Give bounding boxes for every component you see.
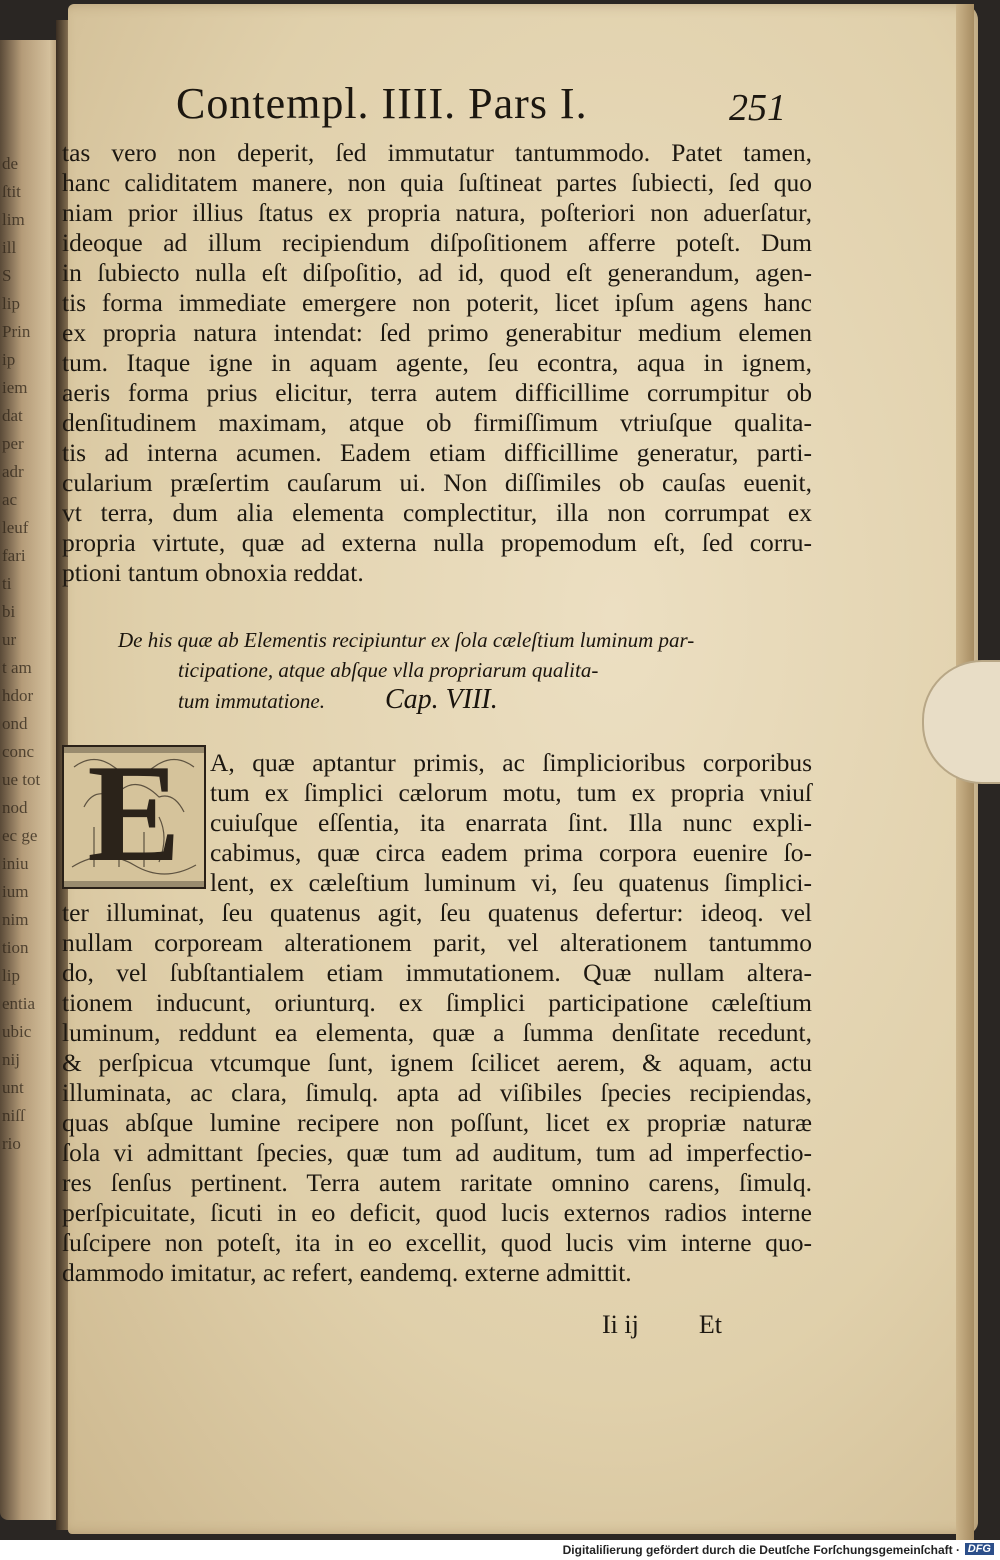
left-page-fragment: lim bbox=[2, 210, 25, 229]
left-page-fragment: iniu bbox=[2, 854, 29, 873]
left-page-fragment: ond bbox=[2, 714, 28, 733]
left-page-fragment: de bbox=[2, 154, 19, 173]
left-page-fragment: ill bbox=[2, 238, 17, 257]
text-line: nullam corpoream alterationem parit, vel alterationem tantummo bbox=[62, 928, 812, 957]
text-line: lent, ex cæleſtium luminum vi, ſeu quatenus ſimplici- bbox=[210, 868, 812, 897]
text-line: dammodo imitatur, ac refert, eandemq. externe admittit. bbox=[62, 1258, 632, 1287]
text-line: hanc caliditatem manere, non quia ſuſtineat partes ſubiecti, ſed quo bbox=[62, 168, 812, 197]
text-line: cularium præſertim cauſarum ui. Non diſſimiles ob cauſas euenit, bbox=[62, 468, 812, 497]
text-line: illuminata, ac clara, ſimulq. apta ad viſibiles ſpecies recipiendas, bbox=[62, 1078, 812, 1107]
left-page-fragment: ur bbox=[2, 630, 17, 649]
initial-letter: E bbox=[87, 745, 181, 889]
text-line: niam prior illius ſtatus ex propria natura, poſteriori non aduerſatur, bbox=[62, 198, 812, 227]
chapter-label: Cap. VIII. bbox=[385, 684, 498, 715]
running-title: Contempl. IIII. Pars I. bbox=[176, 79, 588, 128]
left-page-fragment: tion bbox=[2, 938, 29, 957]
left-page-fragment: rio bbox=[2, 1134, 21, 1153]
left-page-fragment: per bbox=[2, 434, 24, 453]
text-line: ter illuminat, ſeu quatenus agit, ſeu quatenus defertur: ideoq. vel bbox=[62, 898, 812, 927]
left-page-edge bbox=[0, 40, 62, 1520]
dfg-credit-bar bbox=[0, 1540, 1000, 1560]
left-page-fragment: lip bbox=[2, 966, 20, 985]
chapter-heading-line-1: De his quæ ab Elementis recipiuntur ex ſola cæleſtium luminum par- bbox=[118, 628, 695, 652]
text-line: in ſubiecto nulla eſt diſpoſitio, ad id, quod eſt generandum, agen- bbox=[62, 258, 812, 287]
text-line: tum. Itaque igne in aquam agente, ſeu econtra, aqua in ignem, bbox=[62, 348, 812, 377]
text-line: cabimus, quæ circa eadem prima corpora euenire ſo- bbox=[210, 838, 812, 867]
left-page-fragment: nij bbox=[2, 1050, 20, 1069]
text-line: A, quæ aptantur primis, ac ſimplicioribus corporibus bbox=[210, 748, 812, 777]
text-line: & perſpicua vtcumque ſunt, ignem ſcilicet aerem, & aquam, actu bbox=[62, 1048, 812, 1077]
left-page-fragment: ue tot bbox=[2, 770, 41, 789]
text-line: tas vero non deperit, ſed immutatur tantummodo. Patet tamen, bbox=[62, 138, 812, 167]
signature-mark: Ii ij bbox=[602, 1310, 639, 1339]
chapter-heading-line-3 bbox=[118, 685, 758, 716]
left-page-fragment: hdor bbox=[2, 686, 34, 705]
left-page-fragment: ſtit bbox=[2, 182, 21, 201]
text-line: perſpicuitate, ſicuti in eo deficit, quod lucis externos radios interne bbox=[62, 1198, 812, 1227]
text-line: propria virtute, quæ ad externa nulla propemodum eſt, ſed corru- bbox=[62, 528, 812, 557]
catchword: Et bbox=[698, 1310, 722, 1339]
left-page-fragment: nim bbox=[2, 910, 29, 929]
text-line: aeris forma prius elicitur, terra autem difficillime corrumpitur ob bbox=[62, 378, 812, 407]
left-page-fragment: dat bbox=[2, 406, 23, 425]
left-page-fragment: ip bbox=[2, 350, 16, 369]
text-line: do, vel ſubſtantialem etiam immutationem. Quæ nullam altera- bbox=[62, 958, 812, 987]
text-line: tis forma immediate emergere non poterit, licet ipſum agens hanc bbox=[62, 288, 812, 317]
left-page-fragment: ubic bbox=[2, 1022, 32, 1041]
left-page-fragments bbox=[2, 150, 52, 1158]
left-page-fragment: iem bbox=[2, 378, 28, 397]
chapter-heading bbox=[118, 625, 758, 716]
left-page-fragment: conc bbox=[2, 742, 35, 761]
text-line: tionem inducunt, oriunturq. ex ſimplici participatione cæleſtium bbox=[62, 988, 812, 1017]
left-page-fragment: ec ge bbox=[2, 826, 38, 845]
text-line: ptioni tantum obnoxia reddat. bbox=[62, 558, 364, 587]
left-page-fragment: S bbox=[2, 266, 12, 285]
page-number: 251 bbox=[729, 87, 786, 129]
dfg-logo[interactable]: DFG bbox=[965, 1543, 994, 1555]
text-line: res ſenſus pertinent. Terra autem raritate omnino carens, ſimulq. bbox=[62, 1168, 812, 1197]
left-page-fragment: niſſ bbox=[2, 1106, 25, 1125]
text-line: tis ad interna acumen. Eadem etiam difficillime generatur, parti- bbox=[62, 438, 812, 467]
left-page-fragment: fari bbox=[2, 546, 26, 565]
text-line: ex propria natura intendat: ſed primo generabitur medium elemen bbox=[62, 318, 812, 347]
text-line: ideoque ad illum recipiendum diſpoſitionem afferre poteſt. Dum bbox=[62, 228, 812, 257]
text-line: quas abſque lumine recipere non poſſunt, licet ex propriæ naturæ bbox=[62, 1108, 812, 1137]
text-line: ſuſcipere non poteſt, ita in eo excellit, quod lucis vim interne quo- bbox=[62, 1228, 812, 1257]
text-line: vt terra, dum alia elementa complectitur, illa non corrumpat ex bbox=[62, 498, 812, 527]
page-signature bbox=[602, 1310, 722, 1340]
left-page-fragment: ium bbox=[2, 882, 29, 901]
left-page-fragment: leuf bbox=[2, 518, 29, 537]
left-page-fragment: ac bbox=[2, 490, 18, 509]
left-page-fragment: t am bbox=[2, 658, 32, 677]
left-page-fragment: lip bbox=[2, 294, 20, 313]
left-page-fragment: unt bbox=[2, 1078, 24, 1097]
left-page-fragment: Prin bbox=[2, 322, 31, 341]
chapter-heading-line-2: ticipatione, atque abſque vlla propriarum qualita- bbox=[178, 658, 599, 682]
text-line: denſitudinem maximam, atque ob firmiſſimum vtriuſque qualita- bbox=[62, 408, 812, 437]
left-page-fragment: ti bbox=[2, 574, 12, 593]
dfg-credit-text: Digitaliſierung gefördert durch die Deutſche Forſchungsgemeinſchaft · bbox=[562, 1543, 960, 1557]
left-page-fragment: adr bbox=[2, 462, 24, 481]
left-page-fragment: nod bbox=[2, 798, 28, 817]
text-line: cuiuſque eſſentia, ita enarrata ſint. Illa nunc expli- bbox=[210, 808, 812, 837]
paragraph-1 bbox=[62, 138, 812, 588]
paragraph-2 bbox=[62, 748, 812, 1288]
text-line: tum ex ſimplici cælorum motu, tum ex propria vniuſ bbox=[210, 778, 812, 807]
text-line: ſola vi admittant ſpecies, quæ tum ad auditum, tum ad imperfectio- bbox=[62, 1138, 812, 1167]
text-line: luminum, reddunt ea elementa, quæ a ſumma denſitate recedunt, bbox=[62, 1018, 812, 1047]
left-page-fragment: entia bbox=[2, 994, 36, 1013]
chapter-heading-line-3-text: tum immutatione. bbox=[178, 689, 325, 713]
left-page-fragment: bi bbox=[2, 602, 16, 621]
page-header bbox=[176, 78, 796, 134]
